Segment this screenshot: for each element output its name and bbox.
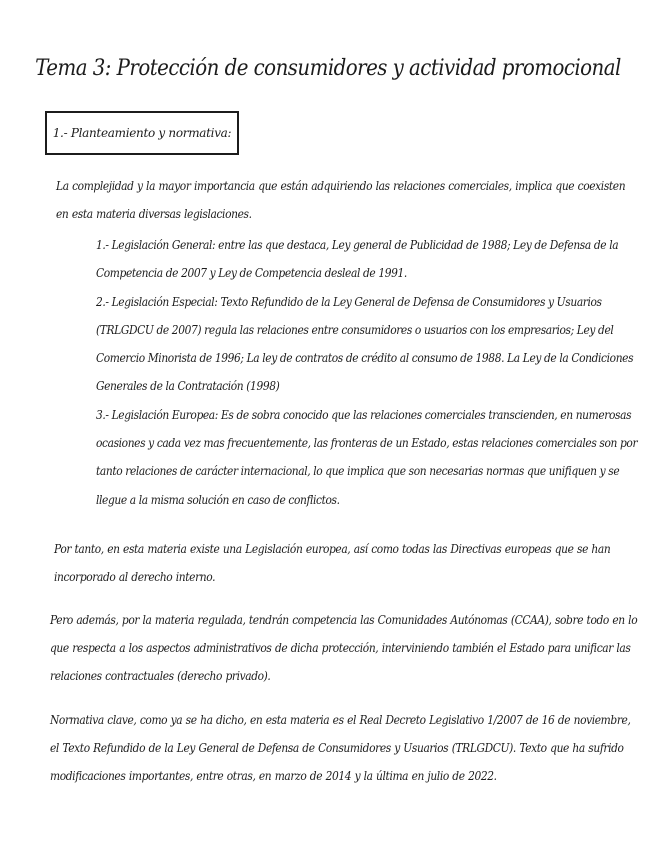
legislation-list <box>96 231 638 514</box>
intro-paragraph: La complejidad y la mayor importancia que están adquiriendo las relaciones comerciales, implica que coexisten en esta materia diversas legislaciones. <box>56 178 626 221</box>
list-item: 1.- Legislación General: entre las que destaca, Ley general de Publicidad de 1988; Ley de Defensa de la Competencia de 2007 y Ley de Competencia desleal de 1991. <box>96 237 619 281</box>
paragraph-ccaa-competence: Pero además, por la materia regulada, tendrán competencia las Comunidades Autónomas (CCAA), sobre todo en lo que respecta a los aspectos administrativos de dicha protección, interviniendo también el Estado para unificar las relaciones contractuales (derecho privado). <box>50 612 638 683</box>
paragraph-key-regulation: Normativa clave, como ya se ha dicho, en esta materia es el Real Decreto Legislativo 1/2007 de 16 de noviembre, el Texto Refundido de la Ley General de Defensa de Consumidores y Usuarios (TRLGDCU). Texto que ha sufrido modificaciones importantes, entre otras, en marzo de 2014 y la última en julio de 2022. <box>50 712 631 783</box>
section-heading: 1.- Planteamiento y normativa: <box>52 126 232 140</box>
paragraph-european-legislation: Por tanto, en esta materia existe una Legislación europea, así como todas las Directivas europeas que se han incorporado al derecho interno. <box>54 541 611 584</box>
list-item: 3.- Legislación Europea: Es de sobra conocido que las relaciones comerciales transcienden, en numerosas ocasiones y cada vez mas frecuentemente, las fronteras de un Estado, estas relaciones comerciales son por tanto relaciones de carácter internacional, lo que implica que son necesarias normas que unifiquen y se llegue a la misma solución en caso de conflictos. <box>96 406 638 507</box>
list-item: 2.- Legislación Especial: Texto Refundido de la Ley General de Defensa de Consumidores y Usuarios (TRLGDCU de 2007) regula las relaciones entre consumidores o usuarios con los empresarios; Ley del Comercio Minorista de 1996; La ley de contratos de crédito al consumo de 1988. La Ley de la Condiciones Generales de la Contratación (1998) <box>96 293 634 394</box>
page-title: Tema 3: Protección de consumidores y actividad promocional <box>35 56 621 81</box>
section-heading-box <box>45 111 239 155</box>
